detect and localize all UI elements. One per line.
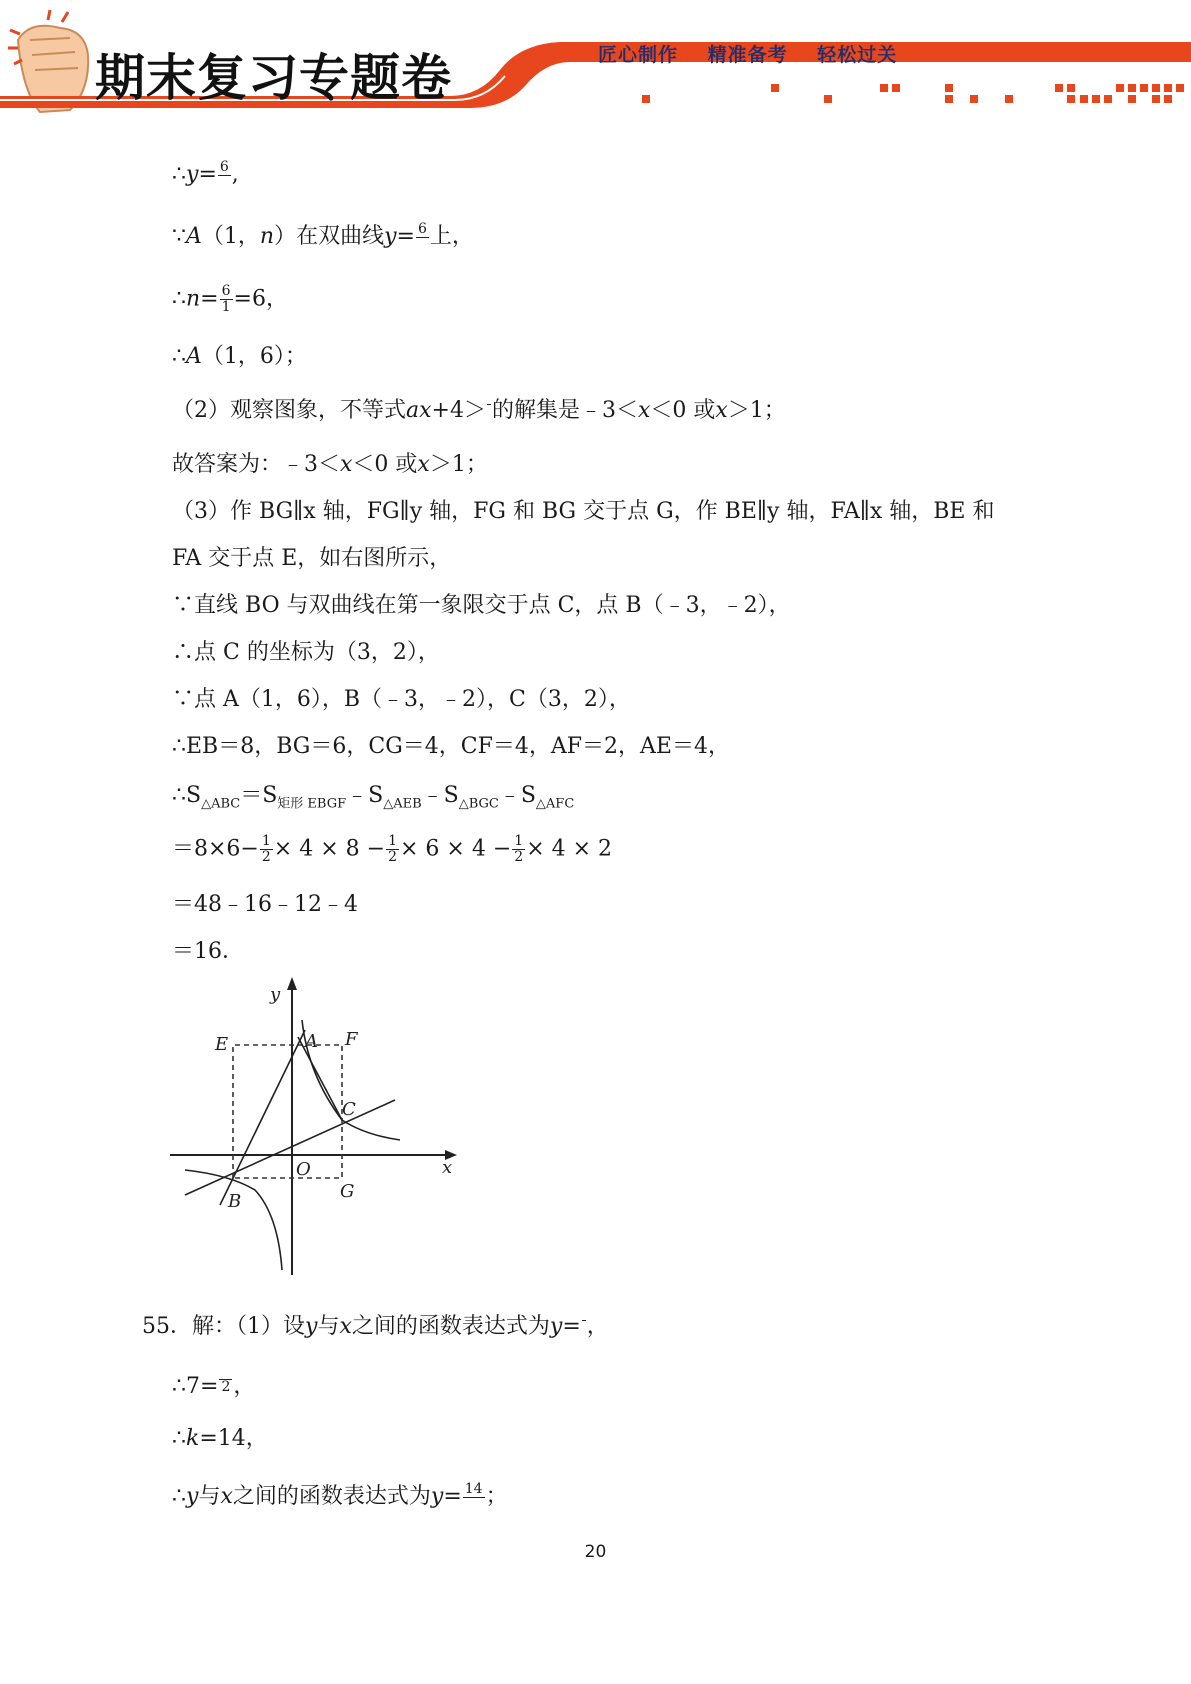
line-2: ∵A（1，n）在双曲线y= 6 上， xyxy=(172,222,474,252)
page-header xyxy=(0,0,1191,120)
label-y: y xyxy=(270,984,281,1005)
label-e: E xyxy=(215,1034,229,1055)
page-number: 20 xyxy=(584,1542,607,1562)
header-slogan xyxy=(598,40,919,67)
fraction: 14 xyxy=(464,1481,483,1497)
line-10: ∴点 C 的坐标为（3，2）， xyxy=(172,640,440,665)
slogan-1: 匠心制作 xyxy=(598,44,679,66)
line-16: ＝16． xyxy=(172,939,244,964)
line-17: 55．解：（1）设y与x之间的函数表达式为y= ， xyxy=(142,1314,609,1339)
fraction: $\frac{6}{1}$ xyxy=(221,283,231,315)
header-title: 期末复习专题卷 xyxy=(95,49,452,107)
label-g: G xyxy=(340,1181,355,1202)
line-15: ＝48﹣16﹣12﹣4 xyxy=(172,892,358,917)
line-12: ∴EB＝8，BG＝6，CG＝4，CF＝4，AF＝2，AE＝4， xyxy=(172,734,730,759)
line-11: ∵点 A（1，6），B（﹣3，﹣2），C（3，2）， xyxy=(172,687,631,712)
fraction xyxy=(487,404,491,419)
label-b: B xyxy=(228,1191,242,1212)
line-1: ∴y= 6 , xyxy=(172,160,239,190)
line-20: ∴y与x之间的函数表达式为y= 14 ； xyxy=(172,1482,508,1512)
line-14: ＝8×6− $\frac{1}{2}$ × 4 × 8 − $\frac{1}{2}$ × 6 × 4 − $\frac{1}{2}$ × 4 × 2 xyxy=(172,833,613,865)
hyperbola-branch-2 xyxy=(185,1170,282,1270)
label-f: F xyxy=(345,1029,358,1050)
line-18: ∴7= 2 ， xyxy=(172,1374,256,1399)
line-8: FA 交于点 E，如右图所示， xyxy=(172,546,452,571)
coordinate-figure xyxy=(170,975,470,1275)
line-bc xyxy=(185,1100,395,1195)
line-3: ∴n= $\frac{6}{1}$ =6， xyxy=(172,283,288,315)
line-19: ∴k=14， xyxy=(172,1426,268,1451)
slogan-3: 轻松过关 xyxy=(817,44,898,66)
fraction: 2 xyxy=(221,1379,231,1395)
y-axis-arrow xyxy=(287,977,297,990)
label-x: x xyxy=(442,1157,453,1178)
fraction-half: $\frac{1}{2}$ xyxy=(261,833,271,865)
label-o: O xyxy=(296,1159,311,1180)
line-7: （3）作 BG∥x 轴，FG∥y 轴，FG 和 BG 交于点 G，作 BE∥y 轴，FA∥x 轴，BE 和 xyxy=(172,499,995,524)
fraction-half: $\frac{1}{2}$ xyxy=(514,833,524,865)
fraction: 6 xyxy=(219,159,229,175)
fraction-half: $\frac{1}{2}$ xyxy=(388,833,397,865)
line-6: 故答案为：﹣3＜x＜0 或x＞1； xyxy=(172,452,488,477)
label-a: A xyxy=(305,1031,318,1052)
decorative-dots xyxy=(642,84,1184,103)
label-c: C xyxy=(342,1099,356,1120)
slogan-2: 精准备考 xyxy=(707,44,788,66)
fraction xyxy=(582,1320,586,1335)
fraction: 6 xyxy=(417,221,427,237)
line-13: $\therefore S_{\triangle ABC}=S_{矩形 EBGF}﹣S_{\triangle AEB}﹣S_{\triangle BGC}﹣S_{\triangle AFC}$ xyxy=(172,783,575,812)
line-5: （2）观察图象，不等式ax+4＞ 的解集是﹣3＜x＜0 或x＞1； xyxy=(172,398,786,423)
line-9: ∵直线 BO 与双曲线在第一象限交于点 C，点 B（﹣3，﹣2）， xyxy=(172,593,791,618)
line-4: ∴A（1，6）； xyxy=(172,344,307,369)
